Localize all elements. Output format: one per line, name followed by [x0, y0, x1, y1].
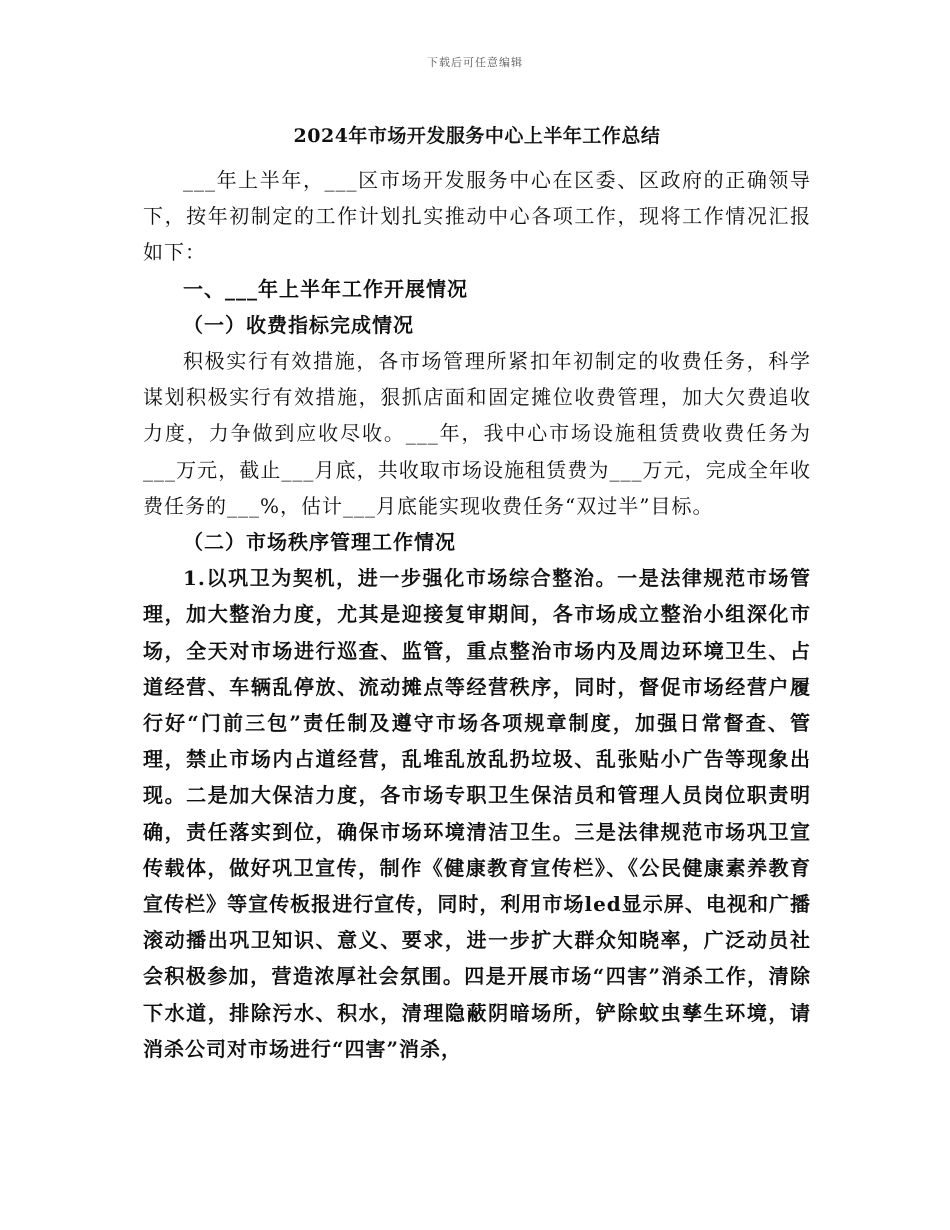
subsection-2-heading: （二）市场秩序管理工作情况: [183, 530, 456, 555]
document-title: 2024年市场开发服务中心上半年工作总结: [293, 125, 661, 147]
subsection-2-paragraph: 1.以巩卫为契机，进一步强化市场综合整治。一是法律规范市场管理，加大整治力度，尤其是迎接复审期间，各市场成立整治小组深化市场，全天对市场进行巡查、监管，重点整治市场内及周边环境卫生、占道经营、车辆乱停放、流动摊点等经营秩序，同时，督促市场经营户履行好“门前三包”责任制及遵守市场各项规章制度，加强日常督查、管理，禁止市场内占道经营，乱堆乱放乱扔垃圾、乱张贴小广告等现象出现。二是加大保洁力度，各市场专职卫生保洁员和管理人员岗位职责明确，责任落实到位，确保市场环境清洁卫生。三是法律规范市场巩卫宣传载体，做好巩卫宣传，制作《健康教育宣传栏》、《公民健康素养教育宣传栏》等宣传板报进行宣传，同时，利用市场led显示屏、电视和广播滚动播出巩卫知识、意义、要求，进一步扩大群众知晓率，广泛动员社会积极参加，营造浓厚社会氛围。四是开展市场“四害”消杀工作，清除下水道，排除污水、积水，清理隐蔽阴暗场所，铲除蚊虫孳生环境，请消杀公司对市场进行“四害”消杀，: [143, 566, 811, 1061]
section-1-heading: 一、___年上半年工作开展情况: [183, 276, 468, 301]
subsection-1-paragraph: 积极实行有效措施，各市场管理所紧扣年初制定的收费任务，科学谋划积极实行有效措施，狠抓店面和固定摊位收费管理，加大欠费追收力度，力争做到应收尽收。___年，我中心市场设施租赁费收费任务为___万元，截止___月底，共收取市场设施租赁费为___万元，完成全年收费任务的___%，估计___月底能实现收费任务“双过半”目标。: [143, 349, 811, 518]
document-body: [143, 118, 811, 1067]
intro-paragraph: ___年上半年，___区市场开发服务中心在区委、区政府的正确领导下，按年初制定的工作计划扎实推动中心各项工作，现将工作情况汇报如下：: [143, 168, 811, 265]
subsection-1-heading: （一）收费指标完成情况: [183, 312, 414, 337]
header-note: 下载后可任意编辑: [427, 56, 523, 69]
